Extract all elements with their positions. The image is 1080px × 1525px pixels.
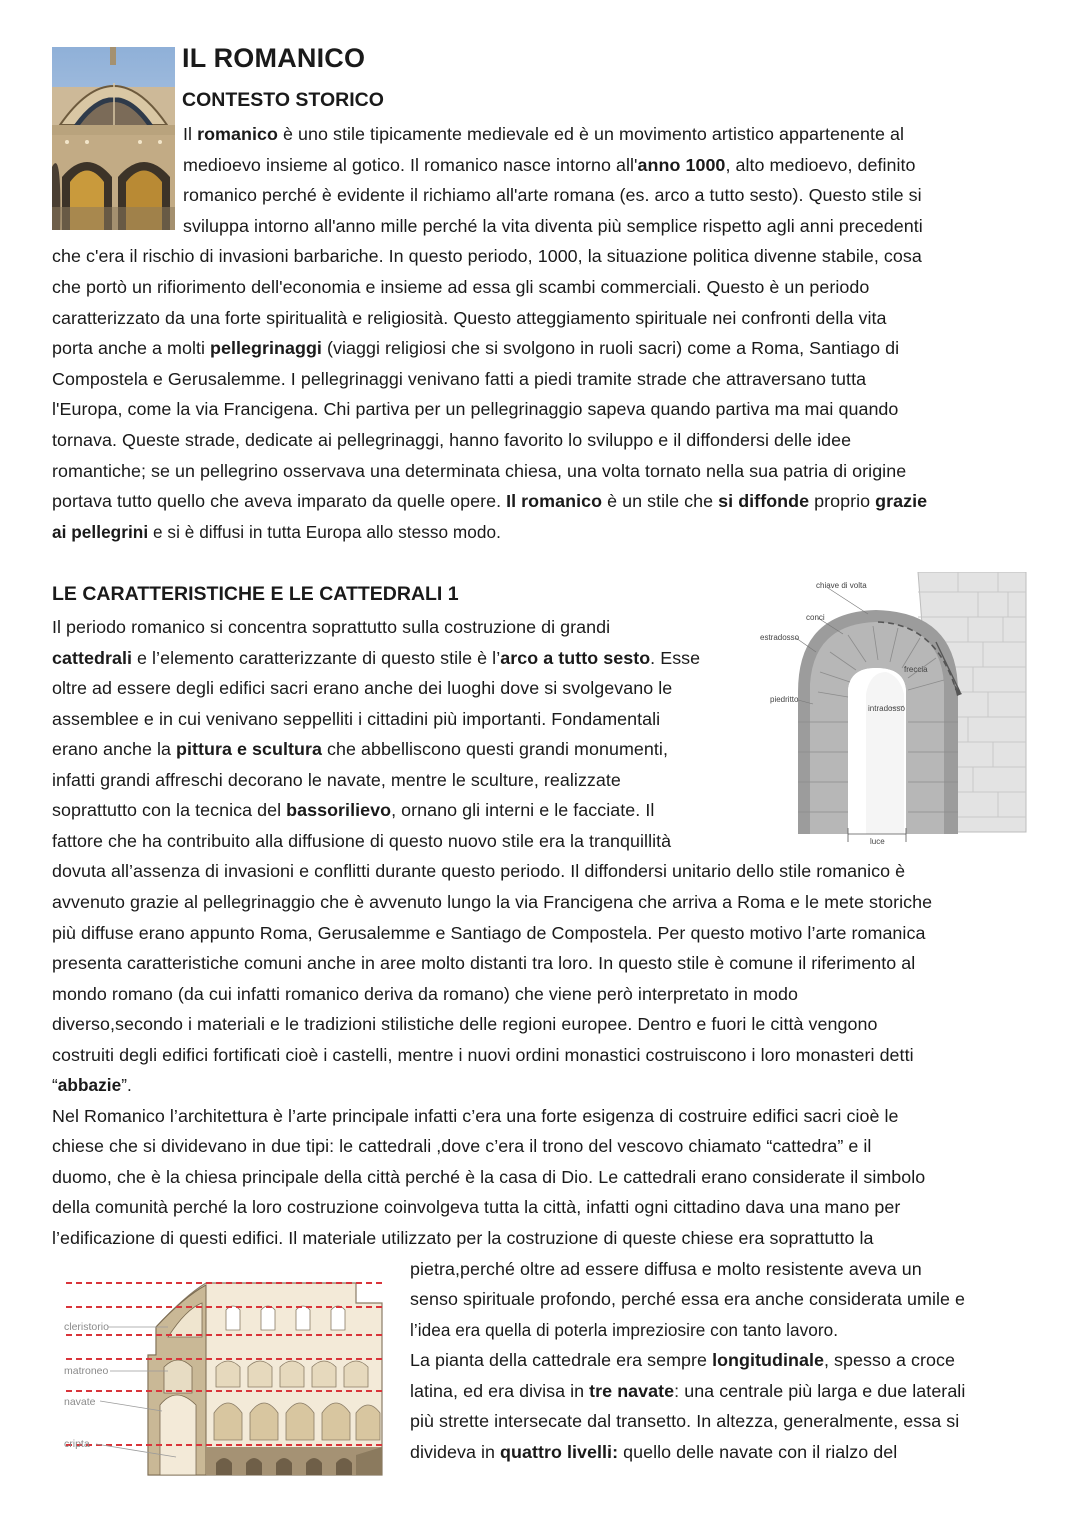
s1-line: caratterizzato da una forte spiritualità e religiosità. Questo atteggiamento spirituale nei confronti della vita xyxy=(52,307,887,328)
s1-line: porta anche a molti pellegrinaggi (viaggi religiosi che si svolgono in ruoli sacri) come a Roma, Santiago di xyxy=(52,338,900,359)
s2-line: l’idea era quella di poterla impreziosire con tanto lavoro. xyxy=(410,1319,839,1340)
s2-line: infatti grandi affreschi decorano le navate, mentre le sculture, realizzate xyxy=(52,769,621,790)
s2-line: fattore che ha contribuito alla diffusione di questo nuovo stile era la tranquillità xyxy=(52,830,672,851)
section-label-cleristorio: cleristorio xyxy=(64,1321,109,1333)
s2-line: diverso,secondo i materiali e le tradizioni stilistiche delle regioni europee. Dentro e fuori le città vengono xyxy=(52,1014,878,1035)
s2-line: senso spirituale profondo, perché essa era anche considerata umile e xyxy=(410,1289,966,1310)
cathedral-section-diagram xyxy=(56,1275,390,1480)
s1-line: che c'era il rischio di invasioni barbariche. In questo periodo, 1000, la situazione politica divenne stabile, cosa xyxy=(52,246,922,267)
arch-label-luce: luce xyxy=(870,837,885,846)
s2-line: assemblee e in cui venivano seppelliti i cittadini più importanti. Fondamentali xyxy=(52,708,661,729)
s2-line: erano anche la pittura e scultura che abbelliscono questi grandi monumenti, xyxy=(52,739,668,760)
page-title: IL ROMANICO xyxy=(182,43,366,73)
s2-line: La pianta della cattedrale era sempre longitudinale, spesso a croce xyxy=(410,1350,955,1371)
section-heading-contesto: CONTESTO STORICO xyxy=(182,89,384,111)
s1-line: ai pellegrini e si è diffusi in tutta Europa allo stesso modo. xyxy=(52,521,501,542)
arch-label-estradosso: estradosso xyxy=(760,633,800,642)
s1-line: romanico perché è evidente il richiamo all'arte romana (es. arco a tutto sesto). Questo stile si xyxy=(183,185,922,206)
basilica-photo xyxy=(52,47,175,230)
s2-line: “abbazie”. xyxy=(52,1075,132,1096)
arch-label-piedritto: piedritto xyxy=(770,695,799,704)
s2-line: latina, ed era divisa in tre navate: una centrale più larga e due laterali xyxy=(410,1380,966,1401)
s1-line: Compostela e Gerusalemme. I pellegrinaggi venivano fatti a piedi tramite strade che attraversano tutta xyxy=(52,368,867,389)
arch-label-chiave: chiave di volta xyxy=(816,581,867,590)
s2-line: l’edificazione di questi edifici. Il materiale utilizzato per la costruzione di queste chiese era soprattutto la xyxy=(52,1228,874,1248)
s2-line: mondo romano (da cui infatti romanico deriva da romano) che viene però interpretato in modo xyxy=(52,983,798,1004)
s2-line: più diffuse erano appunto Roma, Gerusalemme e Santiago de Compostela. Per questo motivo l’arte romanica xyxy=(52,922,926,943)
section-label-matroneo: matroneo xyxy=(64,1365,109,1377)
s1-line: l'Europa, come la via Francigena. Chi partiva per un pellegrinaggio sapeva quando partiva ma mai quando xyxy=(52,399,899,420)
s2-line: della comunità perché la loro costruzione coinvolgeva tutta la città, infatti ogni cittadino dava una mano per xyxy=(52,1197,901,1218)
s2-line: più strette intersecate dal transetto. In altezza, generalmente, essa si xyxy=(410,1411,960,1432)
s2-line: dovuta all’assenza di invasioni e conflitti durante questo periodo. Il diffondersi unitario dello stile romanico è xyxy=(52,861,906,882)
s2-line: pietra,perché oltre ad essere diffusa e molto resistente aveva un xyxy=(410,1258,922,1279)
s1-line: romantiche; se un pellegrino osservava una determinata chiesa, una volta tornato nella sua patria di origine xyxy=(52,460,907,481)
round-arch-diagram xyxy=(758,572,1028,847)
s2-line: Il periodo romanico si concentra soprattutto sulla costruzione di grandi xyxy=(52,617,611,637)
arch-label-freccia: freccia xyxy=(904,665,928,674)
s1-line: medioevo insieme al gotico. Il romanico nasce intorno all'anno 1000, alto medioevo, definito xyxy=(183,154,916,175)
section-label-navate: navate xyxy=(64,1396,96,1408)
s2-line: Nel Romanico l’architettura è l’arte principale infatti c’era una forte esigenza di costruire edifici sacri cioè le xyxy=(52,1105,899,1126)
s2-line: duomo, che è la chiesa principale della città perché è la casa di Dio. Le cattedrali erano considerate il simbolo xyxy=(52,1166,926,1187)
s2-line: costruiti degli edifici fortificati cioè i castelli, mentre i nuovi ordini monastici costruiscono i loro monasteri detti xyxy=(52,1044,914,1065)
s1-line: sviluppa intorno all'anno mille perché la vita diventa più semplice rispetto agli anni precedenti xyxy=(183,215,923,236)
s1-line: Il romanico è uno stile tipicamente medievale ed è un movimento artistico appartenente al xyxy=(183,124,905,144)
s2-line: cattedrali e l’elemento caratterizzante di questo stile è l’arco a tutto sesto. Esse xyxy=(52,647,701,668)
s2-line: chiese che si dividevano in due tipi: le cattedrali ,dove c’era il trono del vescovo chiamato “cattedra” e il xyxy=(52,1136,872,1157)
s2-line: divideva in quattro livelli: quello delle navate con il rialzo del xyxy=(410,1441,898,1462)
arch-label-intradosso: intradosso xyxy=(868,704,905,713)
section-label-cripta: cripta xyxy=(64,1438,90,1450)
s2-line: avvenuto grazie al pellegrinaggio che è avvenuto lungo la via Francigena che arriva a Roma e le mete storiche xyxy=(52,891,933,912)
s1-line: che portò un rifiorimento dell'economia e insieme ad essa gli scambi commerciali. Questo è un periodo xyxy=(52,277,870,297)
s1-line: portava tutto quello che aveva imparato da quelle opere. Il romanico è un stile che si diffonde proprio grazie xyxy=(52,491,928,512)
s1-line: tornava. Queste strade, dedicate ai pellegrinaggi, hanno favorito lo sviluppo e il diffondersi delle idee xyxy=(52,430,852,450)
s2-line: presenta caratteristiche comuni anche in aree molto distanti tra loro. In questo stile è comune il riferimento al xyxy=(52,953,916,974)
arch-label-conci: conci xyxy=(806,613,825,622)
s2-line: soprattutto con la tecnica del bassorilievo, ornano gli interni e le facciate. Il xyxy=(52,800,655,821)
s2-line: oltre ad essere degli edifici sacri erano anche dei luoghi dove si svolgevano le xyxy=(52,678,673,699)
section-heading-caratteristiche: LE CARATTERISTICHE E LE CATTEDRALI 1 xyxy=(52,583,459,605)
